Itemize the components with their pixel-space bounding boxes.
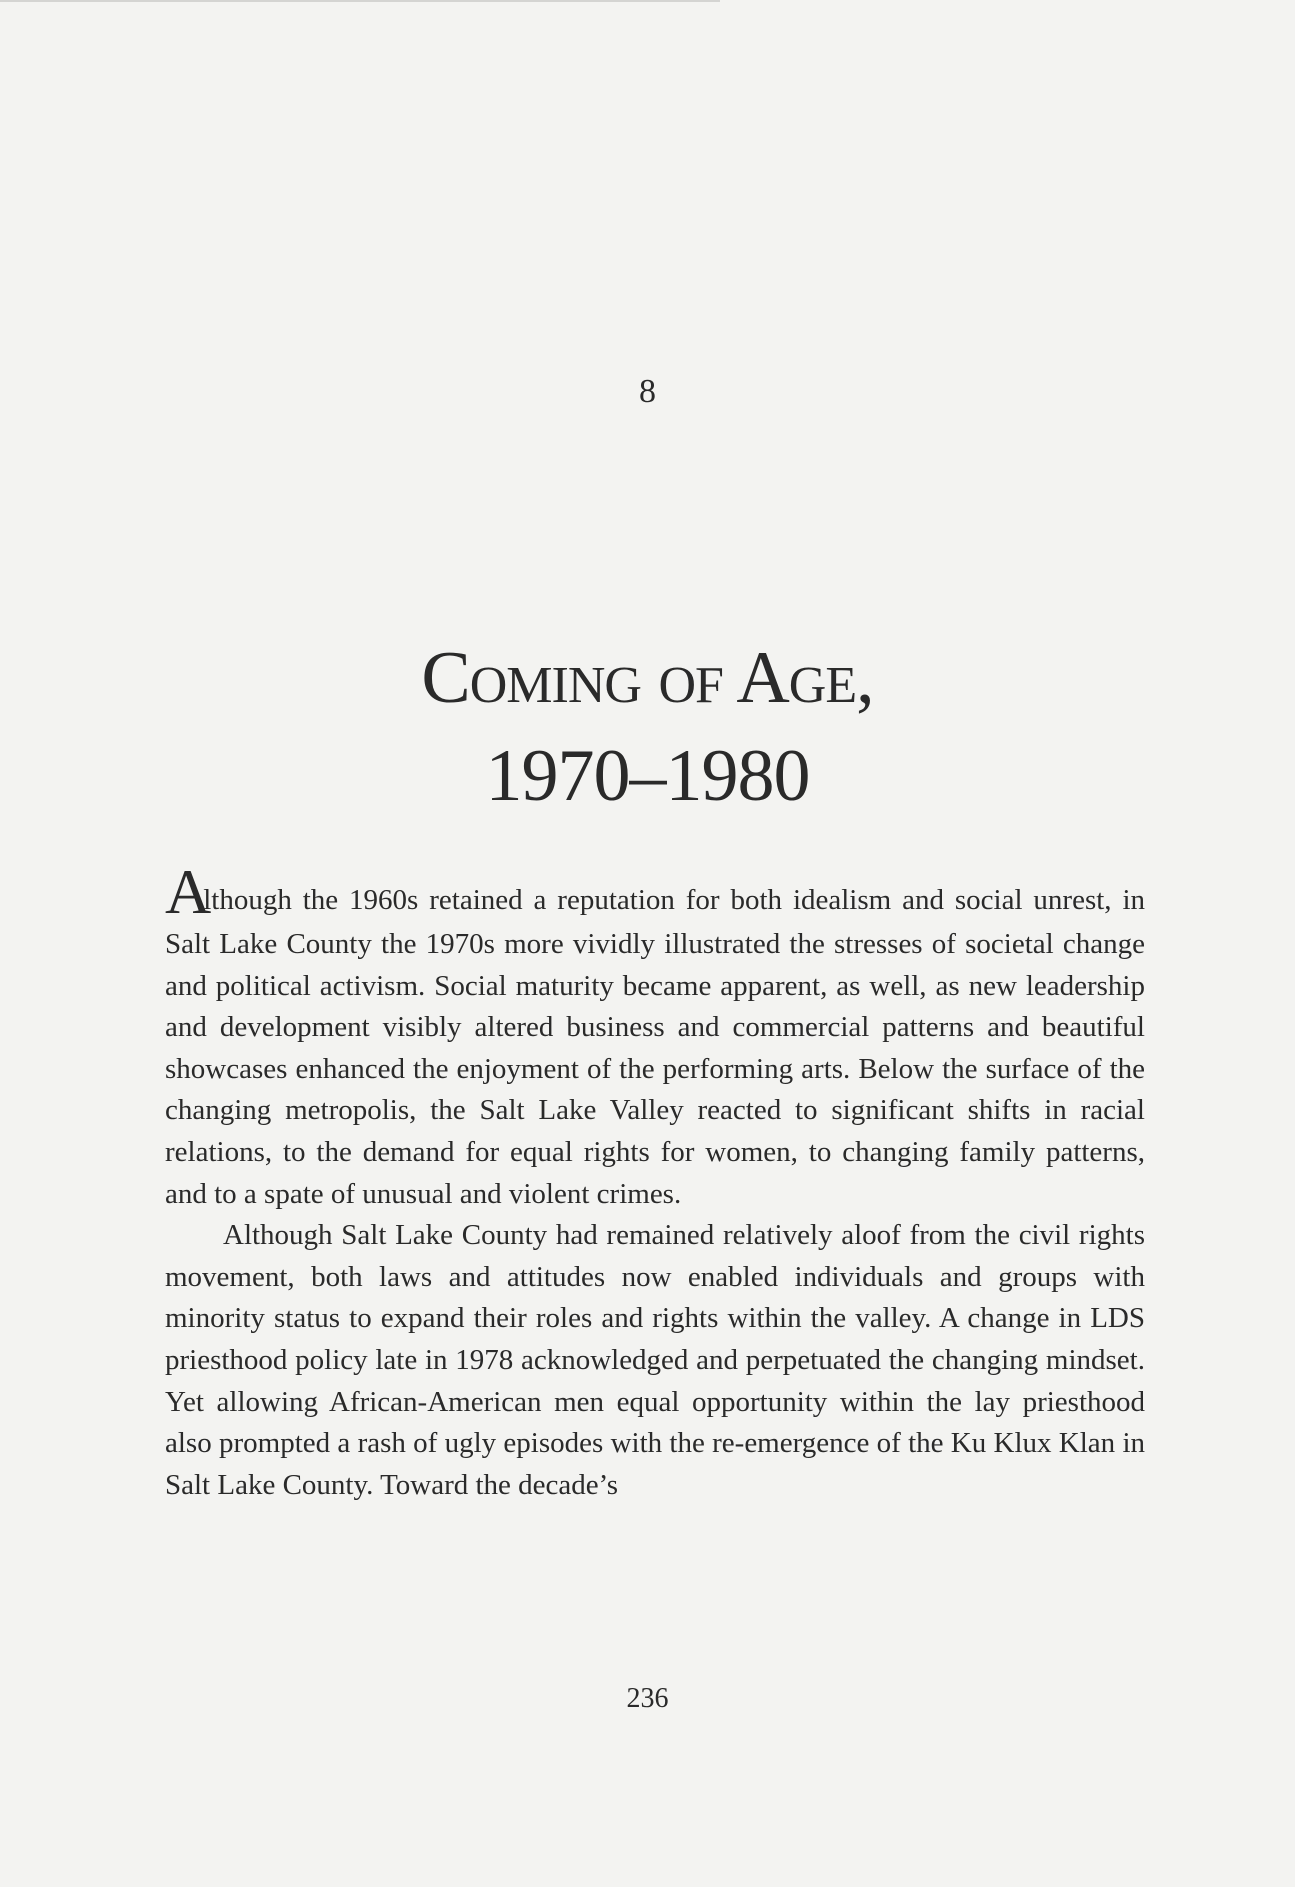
paragraph-2: Although Salt Lake County had remained relatively aloof from the civil rights movement, both laws and attitudes now enabled individuals and groups with minority status to expand their roles and rights within the valley. A change in LDS priesthood policy late in 1978 acknowledged and perpetuated the changing mindset. Yet allowing African-American men equal opportunity within the lay priesthood also prompted a rash of ugly episodes with the re-emergence of the Ku Klux Klan in Salt Lake County. Toward the decade’s xyxy=(165,1219,1145,1501)
chapter-subtitle: 1970–1980 xyxy=(485,735,810,817)
chapter-body xyxy=(165,856,1145,1506)
drop-cap: A xyxy=(165,856,206,927)
paragraph-1 xyxy=(165,856,1145,1215)
paragraph-1-text: lthough the 1960s retained a reputation for both idealism and social unrest, in Salt Lake County the 1970s more vividly illustrated the stresses of societal change and political activism. Social maturity became apparent, as well, as new leadership and development visibly altered business and commercial patterns and beautiful showcases enhanced the enjoyment of the performing arts. Below the surface of the changing metropolis, the Salt Lake Valley reacted to significant shifts in racial relations, to the demand for equal rights for women, to changing family patterns, and to a spate of unusual and violent crimes. xyxy=(165,884,1145,1210)
chapter-title: Coming of Age, xyxy=(421,637,874,719)
chapter-number: 8 xyxy=(639,373,656,410)
page-number: 236 xyxy=(626,1683,669,1714)
top-edge-rule xyxy=(0,0,720,2)
